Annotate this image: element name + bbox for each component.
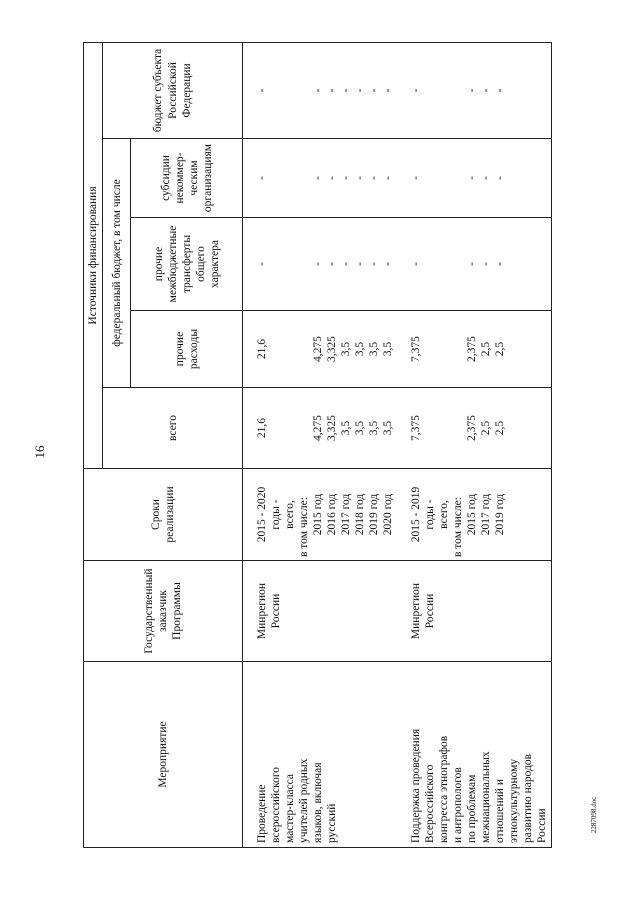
cell-activity xyxy=(397,662,552,848)
cell-line: - xyxy=(368,176,381,180)
cell-line xyxy=(437,221,451,307)
cell-line: годы - xyxy=(424,499,437,530)
cell-line: - xyxy=(256,262,269,266)
cell-line: - xyxy=(354,262,367,266)
cell-line: Проведение xyxy=(256,784,269,843)
cell-line: 2015 год xyxy=(312,493,325,536)
cell-line xyxy=(437,314,451,384)
table-container xyxy=(83,43,561,848)
cell-line: 7,375 xyxy=(410,336,423,362)
cell-line: - xyxy=(256,176,269,180)
cell-line: 21,6 xyxy=(256,338,269,360)
cell-line: 4,275 xyxy=(312,415,325,441)
cell-line: - xyxy=(326,88,339,93)
cell-line: - xyxy=(494,262,507,266)
cell-line: в том числе: xyxy=(452,497,465,557)
cell-line: 3,5 xyxy=(354,341,367,357)
cell-line: России xyxy=(424,593,437,629)
cell-region-budget xyxy=(397,42,552,138)
cell-line: 3,5 xyxy=(382,341,395,357)
cell-line: - xyxy=(256,88,269,93)
cell-line: 2015 - 2019 xyxy=(410,486,423,543)
cell-line: - xyxy=(340,88,353,93)
table-body xyxy=(243,42,552,847)
cell-activity xyxy=(243,662,398,848)
cell-line xyxy=(451,314,465,384)
cell-line xyxy=(269,221,283,307)
cell-line: конгресса этнографов xyxy=(438,735,451,843)
cell-line: межнациональных xyxy=(480,751,493,843)
cell-line: - xyxy=(312,176,325,180)
cell-line: Всероссийского xyxy=(424,764,437,843)
cell-line: всего, xyxy=(438,500,451,529)
cell-line: - xyxy=(494,176,507,180)
cell-line: - xyxy=(326,176,339,180)
cell-line xyxy=(297,46,311,135)
cell-line: 3,5 xyxy=(368,420,381,436)
funding-table xyxy=(83,42,552,848)
header-period: Сроки реализации xyxy=(84,469,243,561)
cell-line: - xyxy=(494,88,507,93)
cell-line: - xyxy=(410,88,423,93)
cell-line xyxy=(269,314,283,384)
cell-interbudget-transfers xyxy=(243,218,398,311)
cell-line: 3,5 xyxy=(368,341,381,357)
cell-line: в том числе: xyxy=(298,497,311,557)
cell-line: - xyxy=(354,176,367,180)
cell-line xyxy=(297,391,311,465)
cell-line xyxy=(423,391,437,465)
cell-other-expenses xyxy=(397,311,552,388)
cell-line: 2017 год xyxy=(340,493,353,536)
cell-line: 3,5 xyxy=(382,420,395,436)
cell-line: - xyxy=(368,262,381,266)
cell-line xyxy=(269,142,283,214)
cell-line: 2,375 xyxy=(466,336,479,362)
cell-line: - xyxy=(410,262,423,266)
cell-line: - xyxy=(368,88,381,93)
cell-line: 2018 год xyxy=(354,493,367,536)
cell-period xyxy=(397,469,552,561)
cell-customer xyxy=(243,561,398,662)
table-row xyxy=(243,42,398,847)
header-customer: Государственный заказчик Программы xyxy=(84,561,243,662)
cell-line: учителей родных xyxy=(298,758,311,843)
cell-line xyxy=(283,314,297,384)
cell-line: - xyxy=(340,176,353,180)
cell-line: - xyxy=(480,176,493,180)
cell-line xyxy=(283,142,297,214)
cell-line xyxy=(451,46,465,135)
cell-line xyxy=(297,314,311,384)
cell-line: 7,375 xyxy=(410,415,423,441)
header-total: всего xyxy=(103,388,243,469)
cell-line: России xyxy=(536,808,549,843)
cell-line: Минрегион xyxy=(256,582,269,640)
cell-line: 2,5 xyxy=(480,341,493,357)
document-reference: 2287098.doc xyxy=(590,796,598,834)
header-funding-sources: Источники финансирования xyxy=(84,42,103,468)
header-federal-budget: федеральный бюджет, в том числе xyxy=(103,139,131,388)
cell-line xyxy=(437,46,451,135)
header-activity: Мероприятие xyxy=(84,662,243,848)
cell-line: 4,275 xyxy=(312,336,325,362)
cell-line: 3,325 xyxy=(326,336,339,362)
cell-line: 2,5 xyxy=(480,420,493,436)
cell-line xyxy=(423,46,437,135)
cell-line: России xyxy=(270,593,283,629)
cell-line: 2015 год xyxy=(466,493,479,536)
page-number: 16 xyxy=(32,445,47,459)
cell-line: 2019 год xyxy=(368,493,381,536)
cell-line: 3,5 xyxy=(340,420,353,436)
cell-total xyxy=(243,388,398,469)
cell-line xyxy=(423,221,437,307)
cell-line xyxy=(283,221,297,307)
cell-line: 3,5 xyxy=(340,341,353,357)
cell-line: - xyxy=(340,262,353,266)
cell-line: 2,375 xyxy=(466,415,479,441)
cell-line xyxy=(451,221,465,307)
cell-line: - xyxy=(466,88,479,93)
cell-line: - xyxy=(466,176,479,180)
cell-line: - xyxy=(480,262,493,266)
cell-line xyxy=(297,221,311,307)
cell-line xyxy=(437,142,451,214)
cell-line xyxy=(283,391,297,465)
cell-line: Минрегион xyxy=(410,582,423,640)
cell-line xyxy=(283,46,297,135)
cell-line xyxy=(451,391,465,465)
cell-line: по проблемам xyxy=(466,774,479,843)
rotated-table-frame xyxy=(83,43,561,848)
cell-line: 21,6 xyxy=(256,417,269,439)
cell-line: - xyxy=(312,88,325,93)
cell-total xyxy=(397,388,552,469)
cell-region-budget xyxy=(243,42,398,138)
cell-line xyxy=(423,314,437,384)
cell-line xyxy=(423,142,437,214)
cell-line: 2016 год xyxy=(326,493,339,536)
cell-line: 2020 год xyxy=(382,493,395,536)
cell-line xyxy=(269,391,283,465)
cell-line xyxy=(297,142,311,214)
cell-nonprofit-subsidies xyxy=(397,139,552,218)
cell-interbudget-transfers xyxy=(397,218,552,311)
cell-line: 2017 год xyxy=(480,493,493,536)
cell-line: - xyxy=(312,262,325,266)
cell-line: 2015 - 2020 xyxy=(256,486,269,543)
cell-line: русский xyxy=(326,803,339,843)
cell-line: - xyxy=(480,88,493,93)
cell-line: 3,5 xyxy=(354,420,367,436)
cell-line: и антропологов xyxy=(452,767,465,843)
header-other-expenses: прочие расходы xyxy=(131,311,243,388)
table-row xyxy=(397,42,552,847)
cell-line: годы - xyxy=(270,499,283,530)
cell-line: развитию народов xyxy=(522,753,535,843)
header-interbudget-transfers: прочие межбюджетные трансферты общего характера xyxy=(131,218,243,311)
cell-line xyxy=(451,142,465,214)
cell-line: мастер-класса xyxy=(284,774,297,843)
cell-period xyxy=(243,469,398,561)
cell-nonprofit-subsidies xyxy=(243,139,398,218)
cell-line: всего, xyxy=(284,500,297,529)
cell-line: - xyxy=(354,88,367,93)
cell-line: - xyxy=(326,262,339,266)
cell-line: - xyxy=(410,176,423,180)
cell-line: 3,325 xyxy=(326,415,339,441)
cell-line: - xyxy=(466,262,479,266)
cell-line: всероссийского xyxy=(270,766,283,843)
cell-other-expenses xyxy=(243,311,398,388)
header-region-budget: бюджет субъекта Российской Федерации xyxy=(103,42,243,138)
cell-line: - xyxy=(382,176,395,180)
cell-line: 2019 год xyxy=(494,493,507,536)
cell-line xyxy=(269,46,283,135)
cell-line: - xyxy=(382,262,395,266)
cell-line: 2,5 xyxy=(494,420,507,436)
cell-line: - xyxy=(382,88,395,93)
cell-line: Поддержка проведения xyxy=(410,728,423,843)
header-nonprofit-subsidies: субсидии некоммерческим организациям xyxy=(131,139,243,218)
cell-line: 2,5 xyxy=(494,341,507,357)
cell-line: этнокультурному xyxy=(508,758,521,843)
cell-line: языков, включая xyxy=(312,762,325,843)
cell-line xyxy=(437,391,451,465)
cell-line: отношений и xyxy=(494,779,507,843)
cell-customer xyxy=(397,561,552,662)
